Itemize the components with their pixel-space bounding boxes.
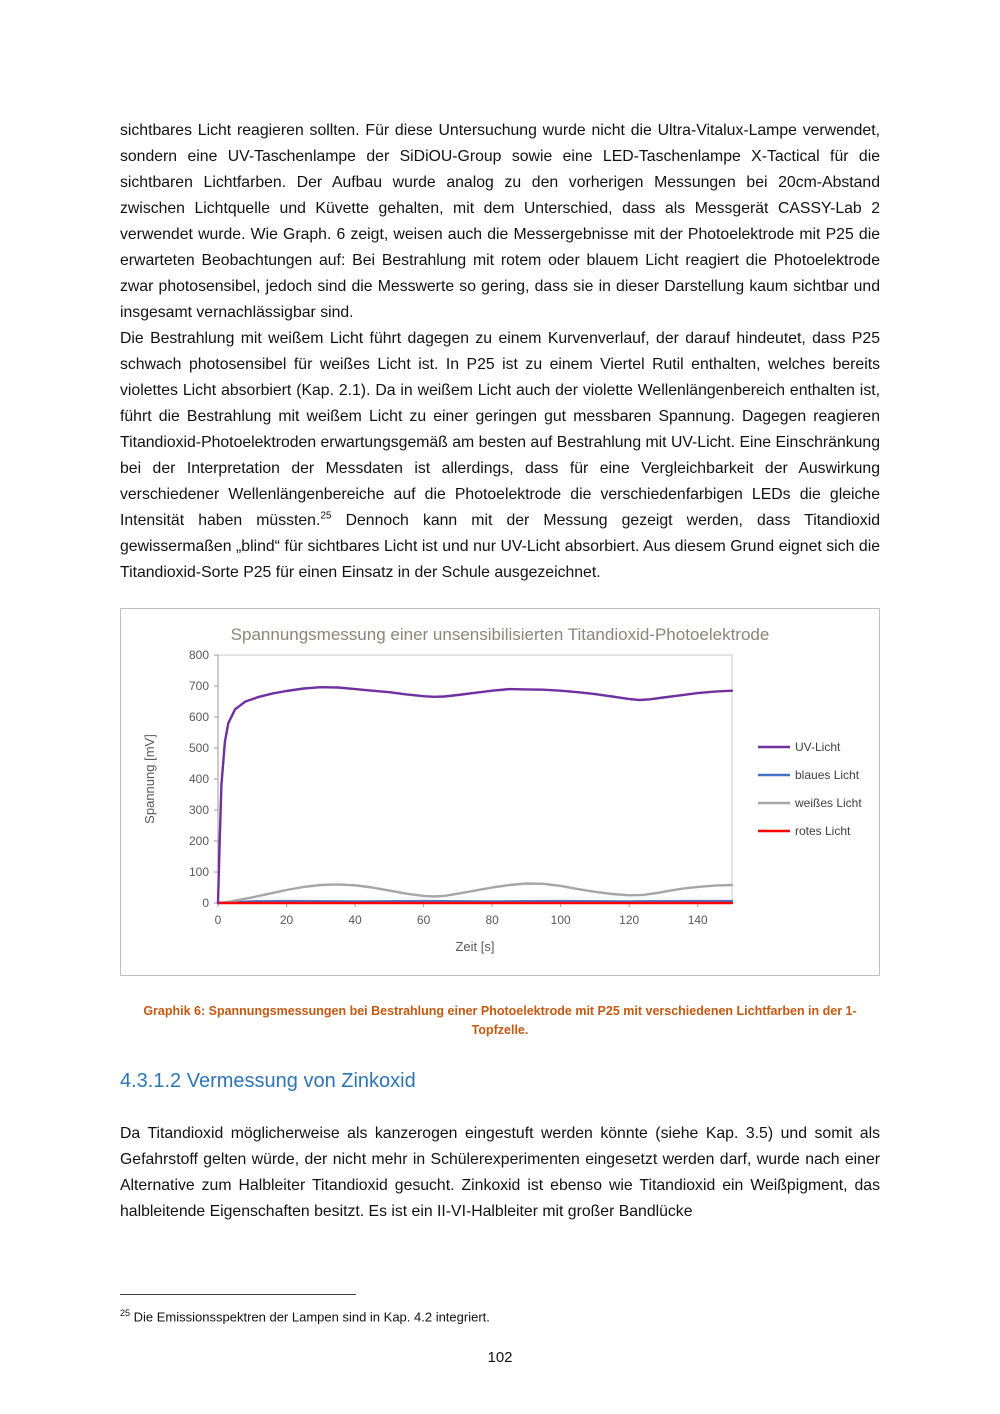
legend-label: blaues Licht	[795, 768, 860, 782]
y-tick-label: 100	[188, 865, 209, 879]
x-axis-label: Zeit [s]	[455, 939, 495, 954]
x-tick-label: 40	[348, 913, 362, 927]
y-tick-label: 200	[188, 834, 209, 848]
y-tick-label: 800	[188, 648, 209, 662]
section-heading: 4.3.1.2 Vermessung von Zinkoxid	[120, 1070, 416, 1092]
footnote	[120, 1303, 880, 1327]
y-tick-label: 300	[188, 803, 209, 817]
body-paragraph-1: sichtbares Licht reagieren sollten. Für diese Untersuchung wurde nicht die Ultra-Vitalux-Lampe verwendet, sondern eine UV-Taschenlampe der SiDiOU-Group sowie eine LED-Taschenlampe X-Tactical für die sichtbaren Lichtfarben. Der Aufbau wurde analog zu den vorherigen Messungen bei 20cm-Abstand zwischen Lichtquelle und Küvette gehalten, mit dem Unterschied, dass als Messgerät CASSY-Lab 2 verwendet wurde. Wie Graph. 6 zeigt, weisen auch die Messergebnisse mit der Photoelektrode mit P25 die erwarteten Beobachtungen auf: Bei Bestrahlung mit rotem oder blauem Licht reagiert die Photoelektrode zwar photosensibel, jedoch sind die Messwerte so gering, dass sie in dieser Darstellung kaum sichtbar und insgesamt vernachlässigbar sind.	[120, 122, 880, 321]
x-tick-label: 80	[485, 913, 499, 927]
y-tick-label: 700	[188, 679, 209, 693]
figure-caption: Graphik 6: Spannungsmessungen bei Bestrahlung einer Photoelektrode mit P25 mit verschiedenen Lichtfarben in der 1-Topfzelle.	[143, 1004, 857, 1037]
x-tick-label: 100	[550, 913, 571, 927]
footnote-separator	[120, 1294, 356, 1295]
chart-title: Spannungsmessung einer unsensibilisierten Titandioxid-Photoelektrode	[230, 625, 770, 644]
series-line	[218, 687, 732, 903]
footnote-reference: 25	[320, 510, 332, 522]
legend-label: UV-Licht	[795, 740, 841, 754]
footnote-marker: 25	[120, 1307, 131, 1318]
x-tick-label: 60	[416, 913, 431, 927]
legend-label: weißes Licht	[795, 796, 862, 810]
x-tick-label: 0	[214, 913, 222, 927]
voltage-chart-figure	[120, 608, 880, 976]
y-tick-label: 500	[188, 741, 209, 755]
footnote-text: Die Emissionsspektren der Lampen sind in Kap. 4.2 integriert.	[133, 1309, 490, 1324]
x-tick-label: 20	[279, 913, 294, 927]
y-axis-label: Spannung [mV]	[142, 734, 157, 824]
x-tick-label: 140	[687, 913, 708, 927]
paragraph-2-text-a: Die Bestrahlung mit weißem Licht führt dagegen zu einem Kurvenverlauf, der darauf hindeutet, dass P25 schwach photosensibel für weißes Licht ist. In P25 ist zu einem Viertel Rutil enthalten, welches bereits violettes Licht absorbiert (Kap. 2.1). Da in weißem Licht auch der violette Wellenlängenbereich enthalten ist, führt die Bestrahlung mit weißem Licht zu einer geringen gut messbaren Spannung. Dagegen reagieren Titandioxid-Photoelektroden erwartungsgemäß am besten auf Bestrahlung mit UV-Licht. Eine Einschränkung bei der Interpretation der Messdaten ist allerdings, dass für eine Vergleichbarkeit der Auswirkung verschiedener Wellenlängenbereiche auf die Photoelektrode die verschiedenfarbigen LEDs die gleiche Intensität haben müssten.	[120, 330, 880, 529]
page-footer	[120, 1294, 880, 1366]
body-paragraph-3: Da Titandioxid möglicherweise als kanzerogen eingestuft werden könnte (siehe Kap. 3.5) und somit als Gefahrstoff gelten würde, der nicht mehr in Schülerexperimenten eingesetzt werden darf, wurde nach einer Alternative zum Halbleiter Titandioxid gesucht. Zinkoxid ist ebenso wie Titandioxid ein Weißpigment, das halbleitende Eigenschaften besitzt. Es ist ein II-VI-Halbleiter mit großer Bandlücke	[120, 1125, 880, 1220]
chart-canvas	[130, 645, 870, 965]
legend-label: rotes Licht	[795, 824, 851, 838]
y-tick-label: 600	[188, 710, 209, 724]
page-number: 102	[487, 1349, 513, 1366]
body-paragraph-2	[120, 326, 880, 586]
x-tick-label: 120	[619, 913, 640, 927]
y-tick-label: 400	[188, 772, 209, 786]
y-tick-label: 0	[202, 896, 209, 910]
paragraph-2-text-b: Dennoch kann mit der Messung gezeigt werden, dass Titandioxid gewissermaßen „blind“ für sichtbares Licht ist und nur UV-Licht absorbiert. Aus diesem Grund eignet sich die Titandioxid-Sorte P25 für einen Einsatz in der Schule ausgezeichnet.	[120, 512, 880, 581]
